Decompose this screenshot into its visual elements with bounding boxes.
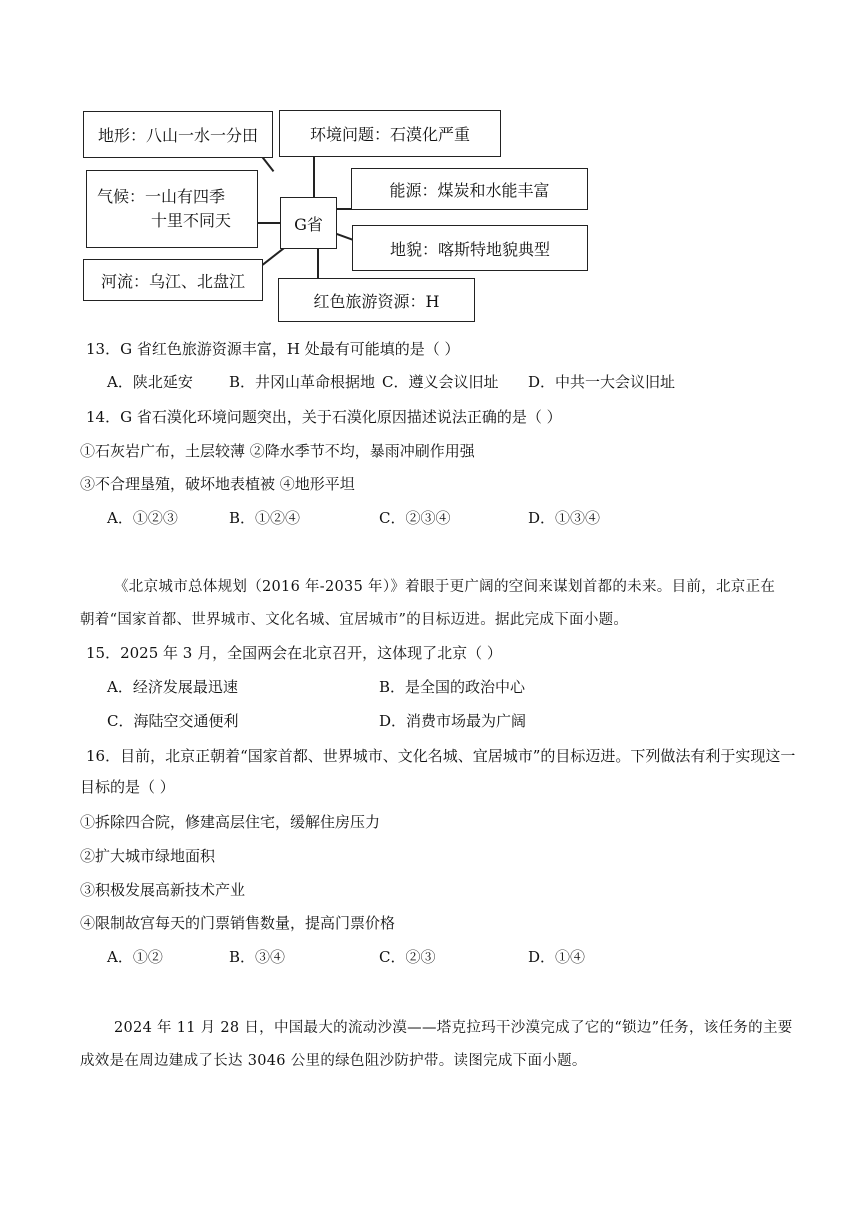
q16-item4: ④限制故宫每天的门票销售数量，提高门票价格 — [80, 914, 396, 932]
q16-item3: ③积极发展高新技术产业 — [80, 881, 246, 899]
rivers-box: 河流：乌江、北盘江 — [83, 259, 263, 301]
q14-option-d[interactable]: D．①③④ — [528, 509, 601, 527]
q16-option-a[interactable]: A．①② — [107, 948, 163, 966]
passage2-line2: 成效是在周边建成了长达 3046 公里的绿色阻沙防护带。读图完成下面小题。 — [80, 1053, 587, 1069]
q15-stem: 15．2025 年 3 月，全国两会在北京召开，这体现了北京（ ） — [86, 644, 502, 662]
passage2-line1: 2024 年 11 月 28 日，中国最大的流动沙漠——塔克拉玛干沙漠完成了它的“锁边”任务，该任务的主要 — [114, 1020, 793, 1036]
q16-option-b[interactable]: B．③④ — [229, 948, 286, 966]
q14-statement-line2: ③不合理垦殖，破坏地表植被 ④地形平坦 — [80, 475, 355, 493]
q15-option-a[interactable]: A．经济发展最迅速 — [107, 678, 238, 696]
connector-line — [317, 248, 319, 278]
q16-option-d[interactable]: D．①④ — [528, 948, 586, 966]
passage1-line2: 朝着“国家首都、世界城市、文化名城、宜居城市”的目标迈进。据此完成下面小题。 — [80, 612, 629, 628]
climate-box — [86, 170, 258, 248]
q16-item2: ②扩大城市绿地面积 — [80, 847, 216, 865]
terrain-box: 地形：八山一水一分田 — [83, 111, 273, 158]
q13-option-d[interactable]: D．中共一大会议旧址 — [528, 373, 676, 391]
q16-stem-line1: 16．目前，北京正朝着“国家首都、世界城市、文化名城、宜居城市”的目标迈进。下列做法有利于实现这一 — [86, 747, 796, 765]
environment-box: 环境问题：石漠化严重 — [279, 110, 501, 157]
connector-line — [313, 157, 315, 197]
q14-option-c[interactable]: C．②③④ — [379, 509, 451, 527]
q14-option-b[interactable]: B．①②④ — [229, 509, 301, 527]
g-province-diagram — [0, 0, 860, 330]
connector-line — [262, 247, 285, 265]
q16-option-c[interactable]: C．②③ — [379, 948, 436, 966]
q15-option-b[interactable]: B．是全国的政治中心 — [379, 678, 526, 696]
q15-option-d[interactable]: D．消费市场最为广阔 — [379, 712, 527, 730]
red-tourism-box: 红色旅游资源：H — [278, 278, 475, 322]
q16-stem-line2: 目标的是（ ） — [80, 778, 175, 796]
q13-option-b[interactable]: B．井冈山革命根据地 — [229, 373, 376, 391]
center-province-box: G省 — [280, 197, 337, 249]
climate-line2: 十里不同天 — [151, 211, 232, 230]
q15-option-c[interactable]: C．海陆空交通便利 — [107, 712, 239, 730]
energy-box: 能源：煤炭和水能丰富 — [351, 168, 588, 210]
connector-line — [258, 222, 280, 224]
q13-stem: 13．G 省红色旅游资源丰富，H 处最有可能填的是（ ） — [86, 340, 460, 358]
landform-box: 地貌：喀斯特地貌典型 — [352, 225, 588, 271]
q14-stem: 14．G 省石漠化环境问题突出，关于石漠化原因描述说法正确的是（ ） — [86, 408, 562, 426]
q16-item1: ①拆除四合院，修建高层住宅，缓解住房压力 — [80, 813, 381, 831]
q14-option-a[interactable]: A．①②③ — [107, 509, 178, 527]
q14-statement-line1: ①石灰岩广布，土层较薄 ②降水季节不均，暴雨冲刷作用强 — [80, 442, 475, 460]
q13-option-a[interactable]: A．陕北延安 — [107, 373, 193, 391]
passage1-line1: 《北京城市总体规划（2016 年-2035 年）》着眼于更广阔的空间来谋划首都的未来。目前，北京正在 — [114, 579, 776, 595]
climate-line1: 气候：一山有四季 — [97, 187, 226, 206]
q13-option-c[interactable]: C．遵义会议旧址 — [382, 373, 499, 391]
